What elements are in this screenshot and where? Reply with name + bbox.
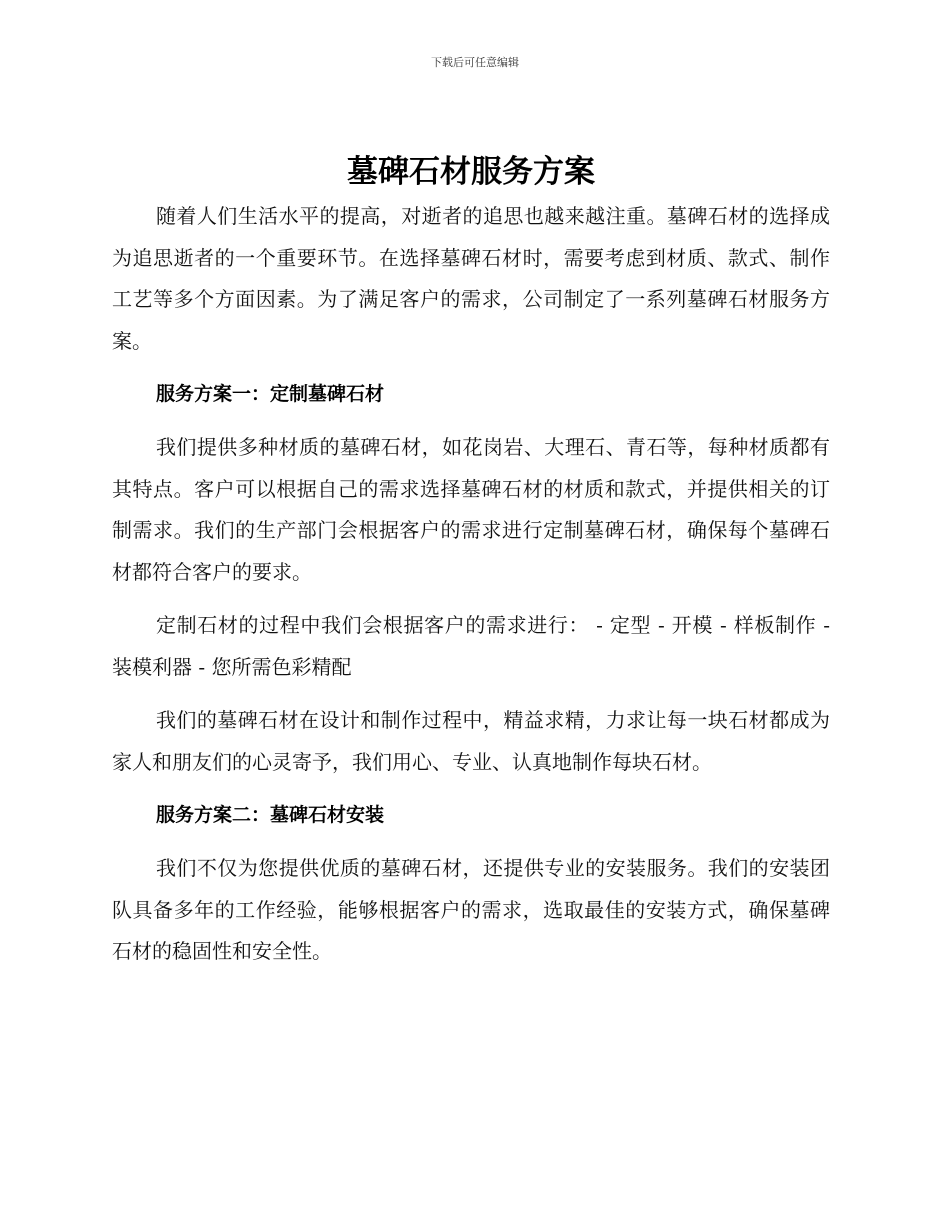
document-body <box>112 148 830 973</box>
section-heading-plan-two: 服务方案二：墓碑石材安装 <box>156 804 385 826</box>
document-title: 墓碑石材服务方案 <box>347 154 595 190</box>
section-heading-plan-one: 服务方案一：定制墓碑石材 <box>156 383 385 405</box>
paragraph-plan-one-process: 定制石材的过程中我们会根据客户的需求进行： - 定型 - 开模 - 样板制作 - 装模利器 - 您所需色彩精配 <box>112 613 830 679</box>
paragraph-plan-two-installation: 我们不仅为您提供优质的墓碑石材，还提供专业的安装服务。我们的安装团队具备多年的工作经验，能够根据客户的需求，选取最佳的安装方式，确保墓碑石材的稳固性和安全性。 <box>112 856 830 963</box>
intro-paragraph: 随着人们生活水平的提高，对逝者的追思也越来越注重。墓碑石材的选择成为追思逝者的一个重要环节。在选择墓碑石材时，需要考虑到材质、款式、制作工艺等多个方面因素。为了满足客户的需求，公司制定了一系列墓碑石材服务方案。 <box>112 204 830 353</box>
paragraph-plan-one-materials: 我们提供多种材质的墓碑石材，如花岗岩、大理石、青石等，每种材质都有其特点。客户可以根据自己的需求选择墓碑石材的材质和款式，并提供相关的订制需求。我们的生产部门会根据客户的需求进行定制墓碑石材，确保每个墓碑石材都符合客户的要求。 <box>112 435 830 584</box>
header-note: 下载后可任意编辑 <box>431 56 519 69</box>
paragraph-plan-one-quality: 我们的墓碑石材在设计和制作过程中，精益求精，力求让每一块石材都成为家人和朋友们的心灵寄予，我们用心、专业、认真地制作每块石材。 <box>112 708 830 774</box>
